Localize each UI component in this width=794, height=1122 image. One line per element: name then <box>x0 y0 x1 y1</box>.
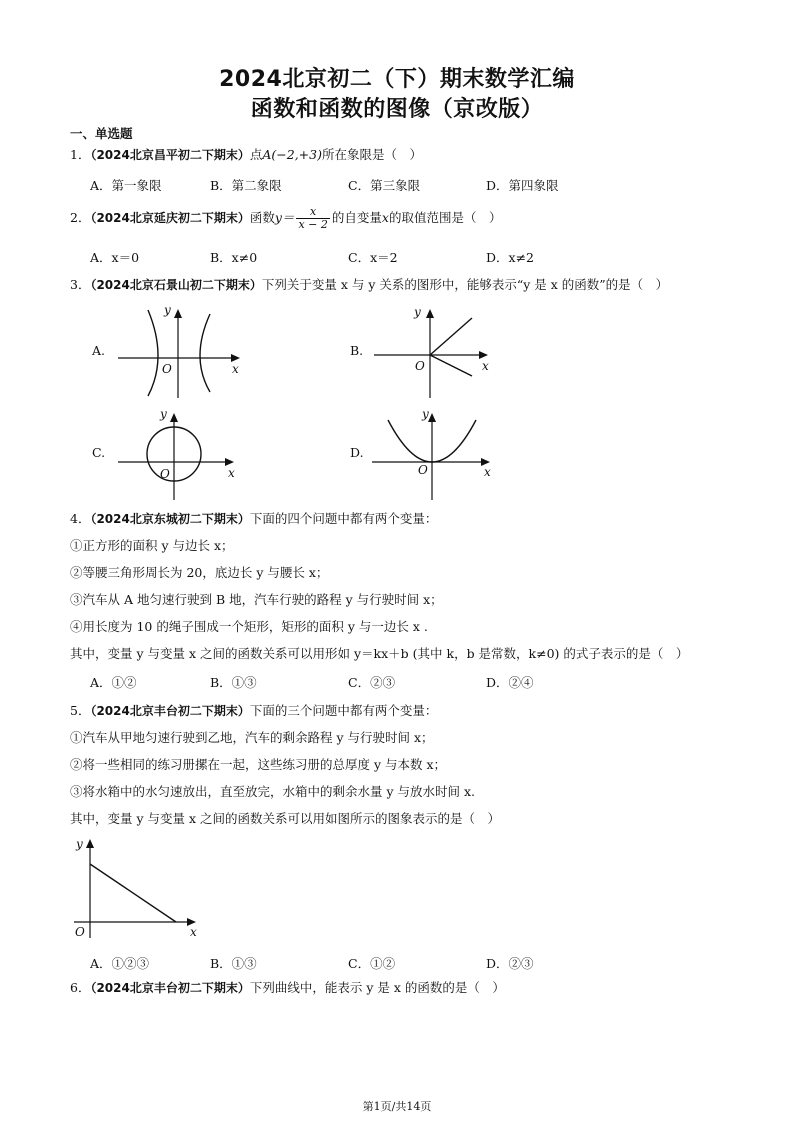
question-source: （2024北京丰台初二下期末） <box>90 704 250 718</box>
y-axis-label: y <box>422 407 429 421</box>
page-title: 2024北京初二（下）期末数学汇编 <box>219 67 575 92</box>
variable: x <box>381 210 389 225</box>
question-text-tail: 所在象限是（ ） <box>321 147 422 162</box>
fraction <box>296 206 329 231</box>
x-axis-label: x <box>482 359 489 373</box>
x-axis-label: x <box>228 466 235 480</box>
question-source: （2024北京延庆初二下期末） <box>90 211 250 225</box>
option-d: D．②③ <box>486 956 534 971</box>
option-d: D．②④ <box>486 675 534 690</box>
question-text: 点 <box>249 147 263 162</box>
option-a: A．①②③ <box>90 956 150 971</box>
y-axis-label: y <box>76 837 83 851</box>
option-a: A．①② <box>90 675 137 690</box>
question-number: 1． <box>70 147 91 162</box>
option-a: A．x＝0 <box>90 250 140 265</box>
question-4-item-4: ④用长度为 10 的绳子围成一个矩形，矩形的面积 y 与一边长 x . <box>70 619 428 634</box>
origin-label: O <box>75 925 85 939</box>
question-5-item-3: ③将水箱中的水匀速放出，直至放完，水箱中的剩余水量 y 与放水时间 x. <box>70 784 476 799</box>
figure-b-label: B. <box>350 343 364 358</box>
option-b: B．第二象限 <box>210 178 282 193</box>
option-c: C．①② <box>348 956 396 971</box>
figure-d-graph <box>372 404 502 504</box>
figure-a-label: A. <box>92 343 106 358</box>
fraction-numerator: x <box>296 206 329 219</box>
section-heading: 一、单选题 <box>70 126 133 141</box>
question-5-prompt: 其中，变量 y 与变量 x 之间的函数关系可以用如图所示的图象表示的是（ ） <box>70 811 501 826</box>
question-5-item-1: ①汽车从甲地匀速行驶到乙地，汽车的剩余路程 y 与行驶时间 x； <box>70 730 434 745</box>
option-b: B．x≠0 <box>210 250 258 265</box>
origin-label: O <box>418 463 428 477</box>
option-c: C．②③ <box>348 675 396 690</box>
question-2 <box>70 206 501 231</box>
option-c: C．第三象限 <box>348 178 421 193</box>
figure-a-graph <box>118 300 248 400</box>
x-axis-label: x <box>232 362 239 376</box>
question-4 <box>70 509 437 527</box>
question-5-item-2: ②将一些相同的练习册摞在一起，这些练习册的总厚度 y 与本数 x； <box>70 757 447 772</box>
question-1 <box>70 145 422 163</box>
page-footer: 第1页/共14页 <box>362 1100 432 1113</box>
origin-label: O <box>415 359 425 373</box>
question-source: （2024北京昌平初二下期末） <box>90 148 250 162</box>
option-c: C．x＝2 <box>348 250 398 265</box>
question-3 <box>70 275 668 293</box>
question-4-item-2: ②等腰三角形周长为 20，底边长 y 与腰长 x； <box>70 565 329 580</box>
y-axis-label: y <box>164 303 171 317</box>
question-text: 下列曲线中，能表示 y 是 x 的函数的是（ ） <box>249 980 505 995</box>
figure-b-graph <box>374 300 504 400</box>
question-number: 6． <box>70 980 91 995</box>
question-number: 4． <box>70 511 91 526</box>
figure-c-graph <box>118 404 248 504</box>
question-text: 下面的四个问题中都有两个变量： <box>249 511 438 526</box>
figure-d-label: D. <box>350 445 364 460</box>
question-number: 3． <box>70 277 91 292</box>
x-axis-label: x <box>190 925 197 939</box>
question-5-graph <box>70 832 210 942</box>
question-text-mid: 的自变量 <box>331 210 382 225</box>
fraction-denominator: x − 2 <box>298 218 328 231</box>
y-axis-label: y <box>160 407 167 421</box>
question-source: （2024北京石景山初二下期末） <box>90 278 262 292</box>
question-5 <box>70 701 437 719</box>
question-text: 下列关于变量 x 与 y 关系的图形中，能够表示“y 是 x 的函数”的是（ ） <box>261 277 669 292</box>
option-d: D．第四象限 <box>486 178 559 193</box>
question-number: 5． <box>70 703 91 718</box>
origin-label: O <box>162 362 172 376</box>
y-axis-label: y <box>414 305 421 319</box>
question-4-prompt: 其中，变量 y 与变量 x 之间的函数关系可以用形如 y＝kx＋b (其中 k，b 是常数，k≠0) 的式子表示的是（ ） <box>70 646 689 661</box>
option-b: B．①③ <box>210 956 257 971</box>
question-text-tail: 的取值范围是（ ） <box>388 210 502 225</box>
point-expression: A(−2,+3) <box>262 147 322 162</box>
option-d: D．x≠2 <box>486 250 534 265</box>
question-text: 下面的三个问题中都有两个变量： <box>249 703 438 718</box>
question-6 <box>70 978 505 996</box>
question-number: 2． <box>70 210 91 225</box>
origin-label: O <box>160 467 170 481</box>
question-source: （2024北京东城初二下期末） <box>90 512 250 526</box>
question-4-item-1: ①正方形的面积 y 与边长 x； <box>70 538 234 553</box>
function-lhs: y＝ <box>274 210 295 225</box>
page-subtitle: 函数和函数的图像（京改版） <box>250 97 544 122</box>
figure-c-label: C. <box>92 445 106 460</box>
question-text: 函数 <box>249 210 275 225</box>
question-source: （2024北京丰台初二下期末） <box>90 981 250 995</box>
x-axis-label: x <box>484 465 491 479</box>
option-a: A．第一象限 <box>90 178 162 193</box>
question-4-item-3: ③汽车从 A 地匀速行驶到 B 地，汽车行驶的路程 y 与行驶时间 x； <box>70 592 443 607</box>
option-b: B．①③ <box>210 675 257 690</box>
